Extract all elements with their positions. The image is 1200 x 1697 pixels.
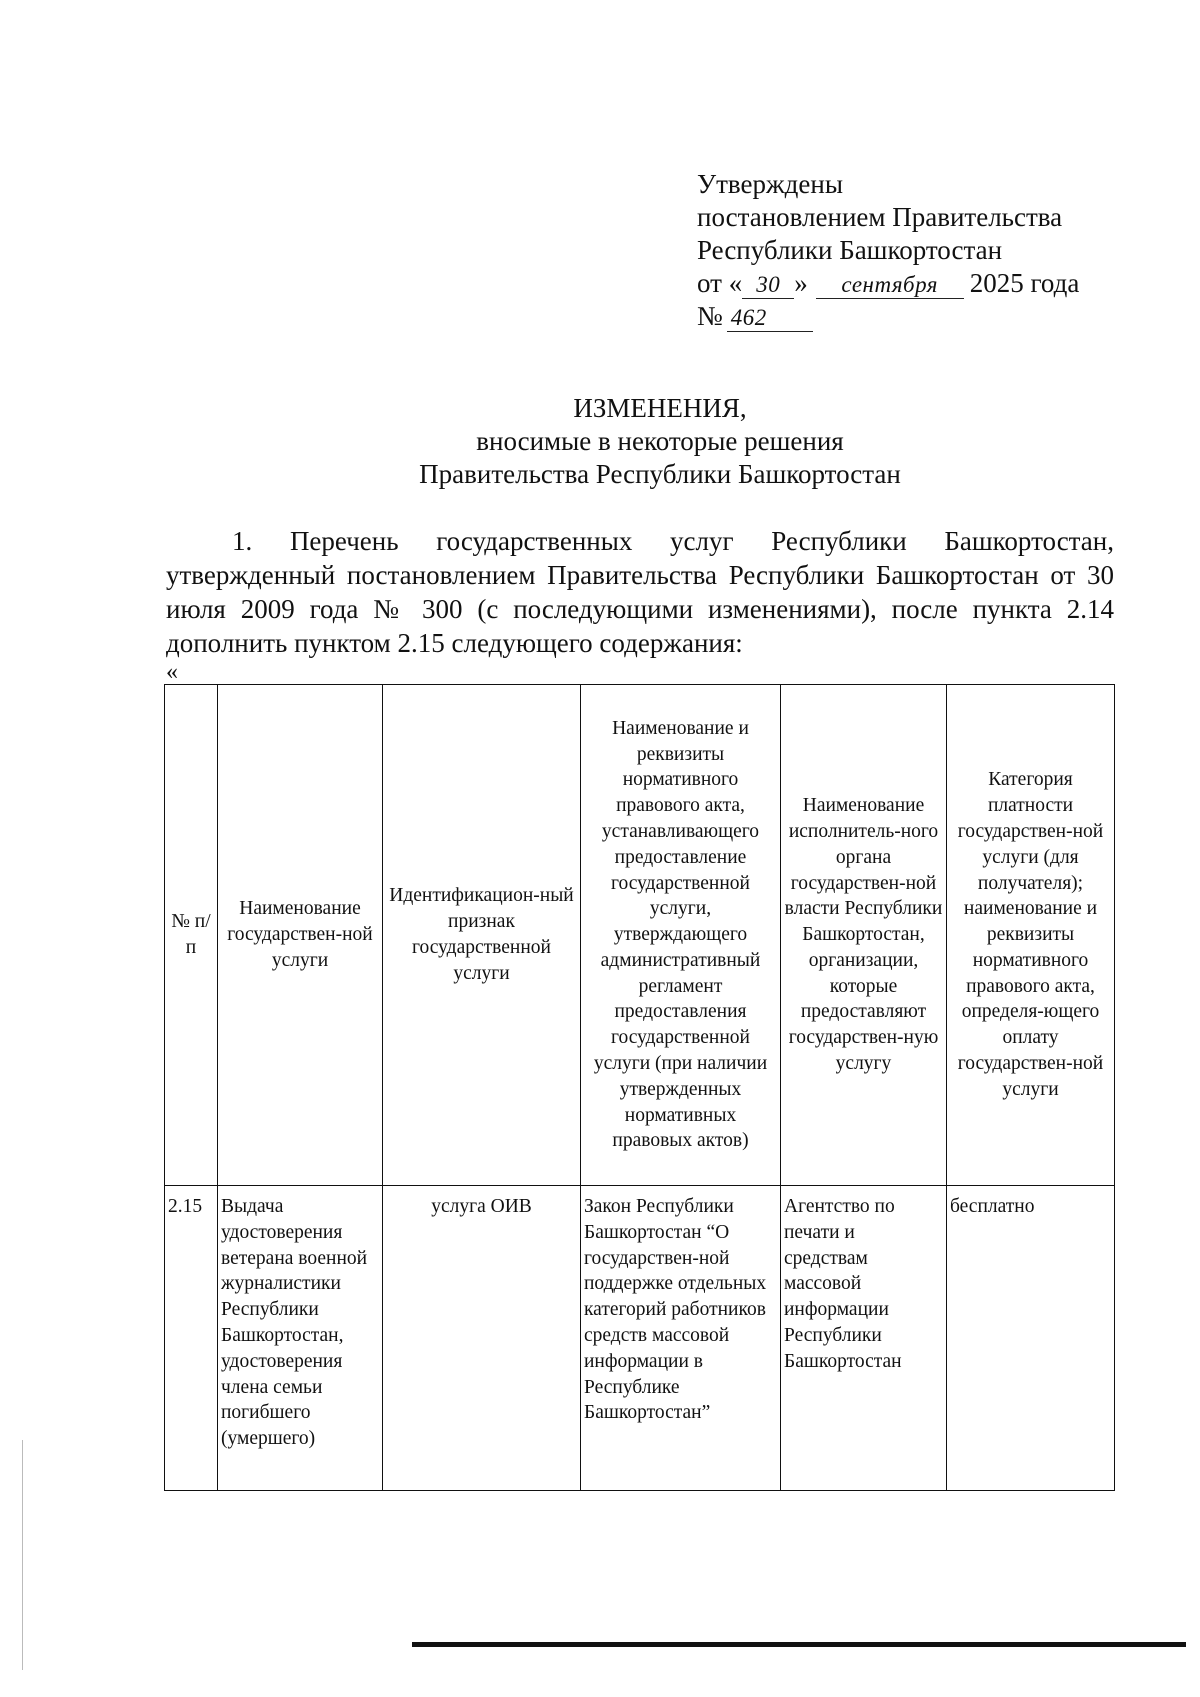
- table-row: [165, 1186, 1115, 1491]
- approval-date-line: [697, 267, 1079, 300]
- date-year: 2025 года: [969, 268, 1080, 298]
- scan-edge-mark: [22, 1440, 23, 1670]
- decree-number: 462: [727, 305, 813, 332]
- date-month: сентября: [816, 272, 964, 299]
- cell-authority: Агентство по печати и средствам массовой информации Республики Башкортостан: [781, 1186, 947, 1491]
- table-header-row: [165, 685, 1115, 1186]
- header-identifier: Идентификацион-ный признак государственной услуги: [383, 685, 581, 1186]
- title-block: [380, 392, 940, 491]
- number-prefix: №: [697, 301, 723, 331]
- document-title: ИЗМЕНЕНИЯ,: [573, 393, 747, 423]
- header-authority: Наименование исполнитель-ного органа государствен-ной власти Республики Башкортостан, организации, которые предоставляют государствен-ную услугу: [781, 685, 947, 1186]
- bottom-rule-line: [412, 1642, 1186, 1647]
- approval-number-line: [697, 300, 1079, 333]
- header-number: № п/п: [165, 685, 218, 1186]
- approval-line-3: Республики Башкортостан: [697, 235, 1003, 265]
- header-service-name: Наименование государствен-ной услуги: [218, 685, 383, 1186]
- services-table: [164, 684, 1115, 1491]
- cell-identifier: услуга ОИВ: [383, 1186, 581, 1491]
- document-subtitle-2: Правительства Республики Башкортостан: [419, 459, 901, 489]
- approval-block: [697, 168, 1079, 333]
- cell-legal-act: Закон Республики Башкортостан “О государствен-ной поддержке отдельных категорий работников средств массовой информации в Республике Башкортостан”: [581, 1186, 781, 1491]
- cell-number: 2.15: [165, 1186, 218, 1491]
- approval-line-2: постановлением Правительства: [697, 202, 1063, 232]
- date-day: 30: [742, 272, 794, 299]
- document-subtitle-1: вносимые в некоторые решения: [476, 426, 844, 456]
- date-mid: »: [794, 268, 808, 298]
- cell-payment: бесплатно: [947, 1186, 1115, 1491]
- cell-service-name: Выдача удостоверения ветерана военной журналистики Республики Башкортостан, удостоверения члена семьи погибшего (умершего): [218, 1186, 383, 1491]
- header-payment-category: Категория платности государствен-ной услуги (для получателя); наименование и реквизиты нормативного правового акта, определя-ющего оплату государствен-ной услуги: [947, 685, 1115, 1186]
- approval-line-1: Утверждены: [697, 169, 843, 199]
- paragraph-1: 1. Перечень государственных услуг Республики Башкортостан, утвержденный постановлением Правительства Республики Башкортостан от 30 июля 2009 года № 300 (с последующими изменениями), после пункта 2.14 дополнить пунктом 2.15 следующего содержания:: [166, 526, 1114, 658]
- opening-quote-mark: «: [166, 659, 178, 685]
- header-legal-act: Наименование и реквизиты нормативного правового акта, устанавливающего предоставление государственной услуги, утверждающего административный регламент предоставления государственной услуги (при наличии утвержденных нормативных правовых актов): [581, 685, 781, 1186]
- date-prefix: от «: [697, 268, 743, 298]
